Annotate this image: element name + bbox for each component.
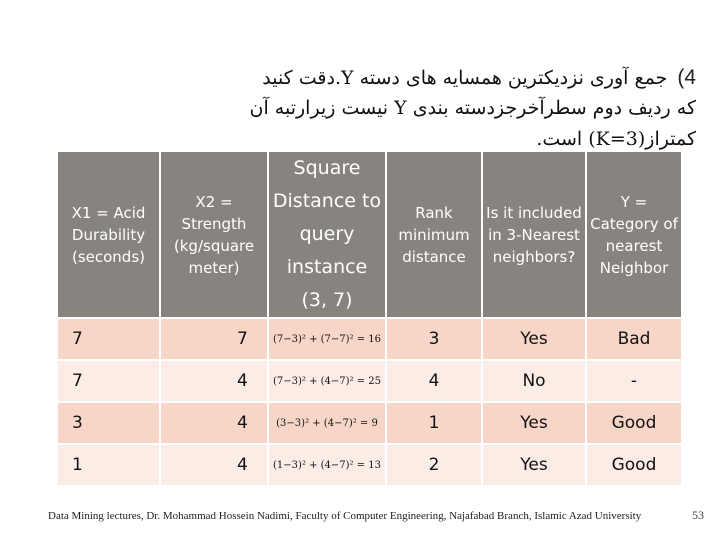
cell-distance: (7−3)² + (4−7)² = 25 [268,360,386,402]
header-x2: X2 = Strength (kg/square meter) [160,152,268,318]
cell-rank: 3 [386,318,482,360]
cell-category: - [586,360,681,402]
cell-rank: 4 [386,360,482,402]
intro-line-1-text: جمع آوری نزدیکترین همسایه های دسته Y.دقت کنید [262,67,668,89]
cell-x1: 3 [58,402,160,444]
cell-rank: 1 [386,402,482,444]
intro-text [20,62,696,150]
cell-included: No [482,360,586,402]
table-row [58,360,681,402]
cell-distance: (7−3)² + (7−7)² = 16 [268,318,386,360]
item-number: 4) [677,66,696,89]
intro-line-2: که ردیف دوم سطرآخرجزدسته بندی Y نیست زیرارتبه آن [249,97,696,119]
cell-rank: 2 [386,444,482,485]
cell-category: Bad [586,318,681,360]
cell-x2: 4 [160,444,268,485]
cell-distance: (1−3)² + (4−7)² = 13 [268,444,386,485]
intro-line-3: کمتراز(K=3) است. [536,128,696,150]
cell-x2: 7 [160,318,268,360]
cell-included: Yes [482,318,586,360]
cell-included: Yes [482,402,586,444]
header-rank: Rank minimum distance [386,152,482,318]
header-square-distance: Square Distance to query instance (3, 7) [268,152,386,318]
header-category: Y = Category of nearest Neighbor [586,152,681,318]
table-row [58,444,681,485]
cell-category: Good [586,444,681,485]
cell-x1: 7 [58,318,160,360]
table-header-row [58,152,681,318]
header-x1: X1 = Acid Durability (seconds) [58,152,160,318]
cell-distance: (3−3)² + (4−7)² = 9 [268,402,386,444]
header-included: Is it included in 3-Nearest neighbors? [482,152,586,318]
cell-included: Yes [482,444,586,485]
cell-x1: 1 [58,444,160,485]
knn-table [58,152,681,485]
page-number: 53 [692,508,704,522]
table-row [58,402,681,444]
cell-category: Good [586,402,681,444]
intro-line-1 [20,62,696,93]
cell-x2: 4 [160,402,268,444]
table-row [58,318,681,360]
cell-x1: 7 [58,360,160,402]
footer-text: Data Mining lectures, Dr. Mohammad Hossein Nadimi, Faculty of Computer Engineering, Najafabad Branch, Islamic Azad University [48,510,642,522]
cell-x2: 4 [160,360,268,402]
